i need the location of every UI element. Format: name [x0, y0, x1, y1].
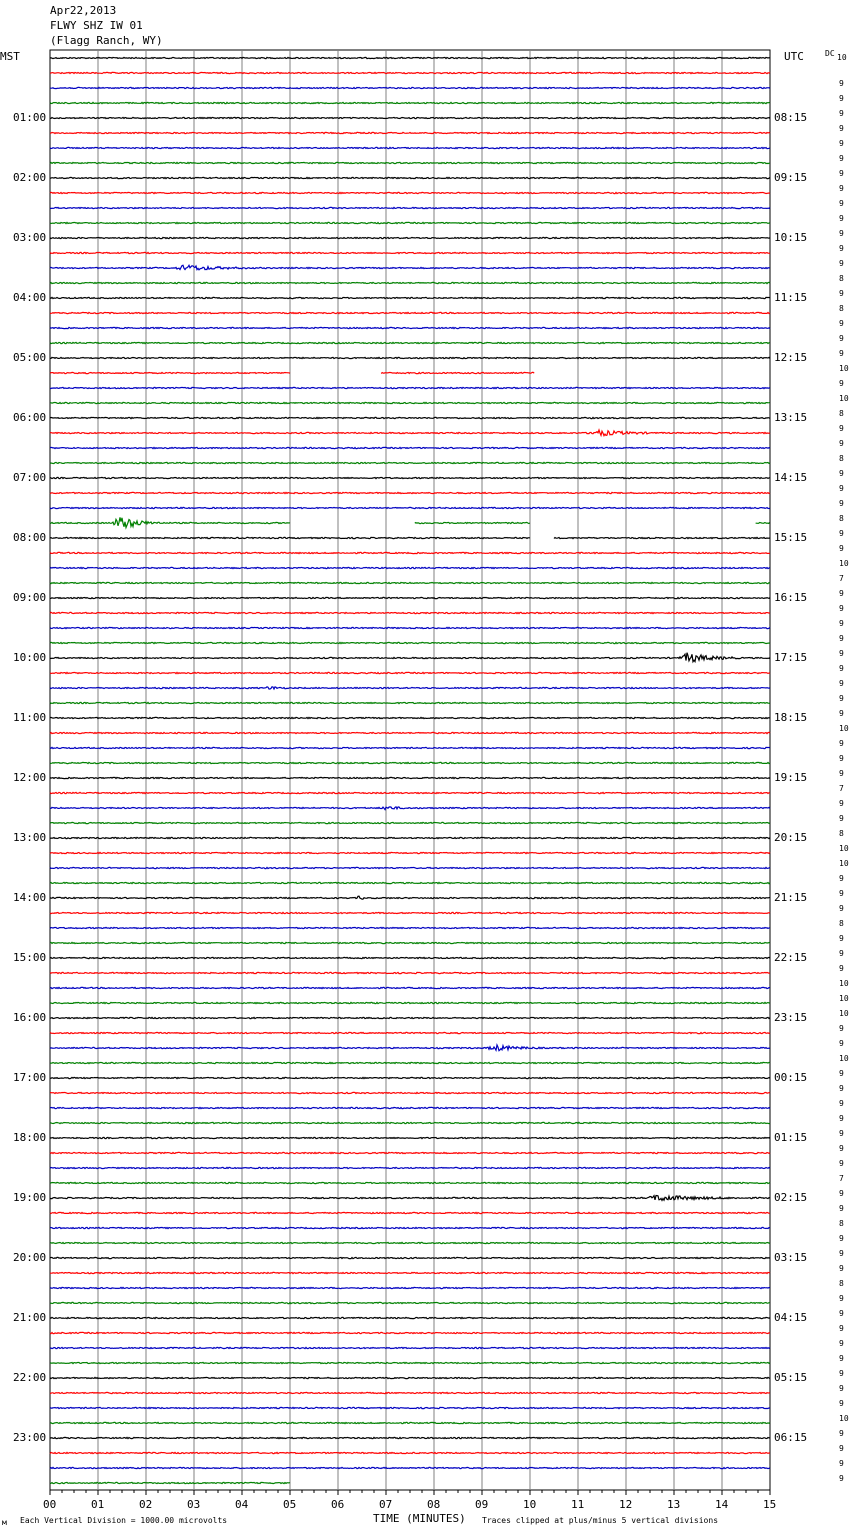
trace-line — [50, 1422, 770, 1423]
dc-value: 10 — [839, 1054, 849, 1063]
trace-line — [50, 72, 770, 73]
trace-line — [50, 1092, 770, 1093]
dc-value: 9 — [839, 1264, 844, 1273]
utc-hour-label: 16:15 — [774, 591, 808, 604]
trace-line — [415, 522, 530, 523]
dc-value: 9 — [839, 94, 844, 103]
x-tick-label: 00 — [43, 1498, 57, 1511]
trace-line — [50, 777, 770, 778]
utc-hour-label: 13:15 — [774, 411, 808, 424]
dc-value: 9 — [839, 1039, 844, 1048]
mst-hour-label: 18:00 — [13, 1131, 47, 1144]
dc-value: 9 — [839, 889, 844, 898]
trace-line — [50, 852, 770, 853]
trace-line — [50, 132, 770, 133]
utc-hour-label: 05:15 — [774, 1371, 808, 1384]
dc-value: 9 — [839, 244, 844, 253]
trace-line — [50, 822, 770, 823]
dc-first-value: 10 — [837, 53, 847, 62]
mst-hour-label: 19:00 — [13, 1191, 47, 1204]
trace-line — [50, 297, 770, 298]
trace-line — [50, 1002, 770, 1003]
x-tick-label: 04 — [235, 1498, 249, 1511]
trace-line — [50, 1407, 770, 1408]
dc-value: 7 — [839, 784, 844, 793]
dc-value: 9 — [839, 199, 844, 208]
dc-value: 9 — [839, 964, 844, 973]
utc-hour-label: 09:15 — [774, 171, 808, 184]
utc-hour-label: 03:15 — [774, 1251, 808, 1264]
dc-value: 9 — [839, 754, 844, 763]
trace-line — [50, 882, 770, 883]
trace-line — [50, 582, 770, 583]
dc-value: 9 — [839, 634, 844, 643]
utc-hour-label: 21:15 — [774, 891, 808, 904]
trace-line — [50, 717, 770, 718]
utc-hour-label: 22:15 — [774, 951, 808, 964]
x-tick-label: 10 — [523, 1498, 537, 1511]
dc-value: 9 — [839, 124, 844, 133]
trace-line — [50, 972, 770, 973]
mst-hour-label: 08:00 — [13, 531, 47, 544]
utc-hour-label: 12:15 — [774, 351, 808, 364]
trace-line — [50, 807, 770, 810]
dc-value: 9 — [839, 1294, 844, 1303]
mst-hour-label: 04:00 — [13, 291, 47, 304]
dc-value: 9 — [839, 184, 844, 193]
trace-line — [50, 387, 770, 388]
trace-line — [50, 1167, 770, 1168]
dc-value: 9 — [839, 739, 844, 748]
trace-line — [50, 837, 770, 838]
mst-hour-label: 05:00 — [13, 351, 47, 364]
mst-hour-label: 11:00 — [13, 711, 47, 724]
dc-value: 10 — [839, 994, 849, 1003]
x-tick-label: 14 — [715, 1498, 729, 1511]
dc-value: 10 — [839, 394, 849, 403]
trace-line — [50, 1196, 770, 1201]
dc-value: 7 — [839, 574, 844, 583]
dc-value: 9 — [839, 589, 844, 598]
dc-value: 9 — [839, 1204, 844, 1213]
trace-line — [50, 177, 770, 178]
trace-line — [50, 357, 770, 358]
trace-line — [50, 1452, 770, 1453]
trace-line — [50, 192, 770, 193]
x-tick-label: 12 — [619, 1498, 633, 1511]
dc-value: 9 — [839, 1099, 844, 1108]
dc-value: 9 — [839, 1144, 844, 1153]
dc-value: 10 — [839, 979, 849, 988]
trace-line — [50, 265, 770, 270]
dc-value: 9 — [839, 1114, 844, 1123]
dc-value: 9 — [839, 379, 844, 388]
trace-line — [50, 957, 770, 958]
dc-value: 9 — [839, 679, 844, 688]
dc-value: 9 — [839, 469, 844, 478]
x-tick-label: 11 — [571, 1498, 585, 1511]
dc-value: 9 — [839, 934, 844, 943]
dc-value: 8 — [839, 919, 844, 928]
mst-hour-label: 17:00 — [13, 1071, 47, 1084]
dc-value: 9 — [839, 1084, 844, 1093]
dc-value: 9 — [839, 139, 844, 148]
dc-value: 9 — [839, 769, 844, 778]
trace-line — [50, 1107, 770, 1108]
dc-value: 10 — [839, 844, 849, 853]
trace-line — [50, 1212, 770, 1213]
trace-line — [50, 1045, 770, 1051]
dc-value: 9 — [839, 619, 844, 628]
dc-value: 9 — [839, 874, 844, 883]
dc-value: 10 — [839, 559, 849, 568]
trace-line — [50, 57, 770, 58]
trace-line — [50, 702, 770, 703]
dc-value: 8 — [839, 1279, 844, 1288]
dc-value: 9 — [839, 484, 844, 493]
dc-value: 9 — [839, 544, 844, 553]
trace-line — [50, 1437, 770, 1438]
mst-hour-label: 13:00 — [13, 831, 47, 844]
trace-line — [756, 523, 770, 524]
mst-hour-label: 09:00 — [13, 591, 47, 604]
dc-value: 9 — [839, 79, 844, 88]
dc-value: 9 — [839, 349, 844, 358]
x-tick-label: 08 — [427, 1498, 441, 1511]
dc-value: 9 — [839, 1309, 844, 1318]
dc-value: 9 — [839, 709, 844, 718]
trace-line — [50, 222, 770, 223]
x-tick-label: 07 — [379, 1498, 393, 1511]
mst-hour-label: 07:00 — [13, 471, 47, 484]
x-tick-label: 13 — [667, 1498, 681, 1511]
trace-line — [50, 1077, 770, 1078]
trace-line — [50, 653, 770, 662]
dc-value: 9 — [839, 949, 844, 958]
dc-value: 9 — [839, 1159, 844, 1168]
mst-hour-label: 03:00 — [13, 231, 47, 244]
trace-line — [50, 1287, 770, 1288]
dc-value: 9 — [839, 439, 844, 448]
trace-line — [50, 1017, 770, 1018]
dc-value: 9 — [839, 154, 844, 163]
dc-value: 9 — [839, 1249, 844, 1258]
dc-value: 9 — [839, 1384, 844, 1393]
trace-line — [50, 747, 770, 748]
trace-line — [50, 417, 770, 418]
dc-value: 8 — [839, 274, 844, 283]
trace-line — [50, 1062, 770, 1063]
dc-value: 9 — [839, 529, 844, 538]
trace-line — [50, 477, 770, 478]
utc-axis-label: UTC — [784, 50, 804, 63]
trace-line — [50, 237, 770, 238]
trace-line — [50, 402, 770, 403]
location-label: (Flagg Ranch, WY) — [50, 34, 163, 47]
trace-line — [50, 942, 770, 943]
trace-line — [50, 162, 770, 163]
utc-hour-label: 10:15 — [774, 231, 808, 244]
mst-hour-label: 12:00 — [13, 771, 47, 784]
trace-line — [50, 672, 770, 673]
dc-value: 10 — [839, 1009, 849, 1018]
trace-line — [50, 492, 770, 493]
utc-hour-label: 15:15 — [774, 531, 808, 544]
trace-line — [50, 1317, 770, 1318]
trace-line — [50, 342, 770, 343]
trace-line — [50, 927, 770, 928]
trace-line — [50, 102, 770, 103]
dc-value: 9 — [839, 1129, 844, 1138]
trace-line — [50, 1032, 770, 1033]
trace-line — [50, 207, 770, 208]
utc-hour-label: 23:15 — [774, 1011, 808, 1024]
dc-value: 9 — [839, 814, 844, 823]
mst-axis-label: MST — [0, 50, 20, 63]
trace-line — [50, 312, 770, 313]
dc-value: 9 — [839, 1024, 844, 1033]
x-axis-title: TIME (MINUTES) — [373, 1512, 466, 1525]
utc-hour-label: 18:15 — [774, 711, 808, 724]
utc-hour-label: 08:15 — [774, 111, 808, 124]
trace-line — [50, 1377, 770, 1378]
trace-line — [50, 687, 770, 689]
trace-line — [50, 627, 770, 628]
utc-hour-label: 06:15 — [774, 1431, 808, 1444]
station-label: FLWY SHZ IW 01 — [50, 19, 143, 32]
dc-value: 8 — [839, 829, 844, 838]
trace-line — [50, 1227, 770, 1228]
dc-value: 8 — [839, 1219, 844, 1228]
trace-line — [50, 597, 770, 598]
x-tick-label: 09 — [475, 1498, 489, 1511]
trace-line — [50, 1302, 770, 1303]
trace-line — [50, 642, 770, 643]
trace-line — [50, 1482, 290, 1483]
dc-value: 9 — [839, 1234, 844, 1243]
mst-hour-label: 20:00 — [13, 1251, 47, 1264]
dc-value: 9 — [839, 289, 844, 298]
dc-value: 9 — [839, 424, 844, 433]
trace-line — [50, 1362, 770, 1363]
trace-line — [50, 552, 770, 553]
mst-hour-label: 22:00 — [13, 1371, 47, 1384]
mst-hour-label: 14:00 — [13, 891, 47, 904]
dc-value: 9 — [839, 604, 844, 613]
trace-line — [50, 1332, 770, 1333]
dc-value: 9 — [839, 334, 844, 343]
trace-line — [50, 1272, 770, 1273]
dc-value: 10 — [839, 364, 849, 373]
footer-left-note: Each Vertical Division = 1000.00 microvolts — [20, 1516, 228, 1525]
dc-value: 8 — [839, 514, 844, 523]
trace-line — [50, 462, 770, 463]
mst-hour-label: 01:00 — [13, 111, 47, 124]
trace-line — [50, 517, 290, 527]
dc-value: 9 — [839, 1339, 844, 1348]
dc-value: 8 — [839, 409, 844, 418]
dc-value: 8 — [839, 304, 844, 313]
x-tick-label: 02 — [139, 1498, 153, 1511]
trace-line — [50, 1122, 770, 1123]
trace-line — [50, 1467, 770, 1468]
trace-line — [50, 1257, 770, 1258]
mst-hour-label: 10:00 — [13, 651, 47, 664]
trace-line — [50, 867, 770, 868]
trace-line — [50, 1182, 770, 1183]
dc-value: 8 — [839, 454, 844, 463]
mst-hour-label: 06:00 — [13, 411, 47, 424]
dc-value: 7 — [839, 1174, 844, 1183]
utc-hour-label: 04:15 — [774, 1311, 808, 1324]
trace-line — [50, 1137, 770, 1138]
dc-value: 9 — [839, 259, 844, 268]
dc-value: 9 — [839, 649, 844, 658]
trace-line — [50, 372, 290, 373]
dc-value: 9 — [839, 1429, 844, 1438]
trace-line — [50, 896, 770, 899]
trace-line — [50, 762, 770, 763]
dc-value: 9 — [839, 1399, 844, 1408]
mst-hour-label: 16:00 — [13, 1011, 47, 1024]
trace-line — [50, 282, 770, 283]
trace-line — [50, 252, 770, 253]
trace-line — [50, 567, 770, 568]
x-tick-label: 06 — [331, 1498, 345, 1511]
utc-hour-label: 00:15 — [774, 1071, 808, 1084]
mst-hour-label: 15:00 — [13, 951, 47, 964]
utc-hour-label: 17:15 — [774, 651, 808, 664]
x-tick-label: 15 — [763, 1498, 777, 1511]
x-tick-label: 05 — [283, 1498, 297, 1511]
utc-hour-label: 14:15 — [774, 471, 808, 484]
dc-value: 9 — [839, 229, 844, 238]
utc-hour-label: 20:15 — [774, 831, 808, 844]
trace-line — [381, 372, 534, 373]
utc-hour-label: 19:15 — [774, 771, 808, 784]
dc-value: 9 — [839, 1459, 844, 1468]
mst-hour-label: 02:00 — [13, 171, 47, 184]
utc-hour-label: 11:15 — [774, 291, 808, 304]
date-label: Apr22,2013 — [50, 4, 117, 17]
trace-line — [50, 87, 770, 88]
trace-line — [50, 147, 770, 148]
trace-line — [50, 327, 770, 328]
dc-value: 9 — [839, 1324, 844, 1333]
trace-line — [50, 430, 770, 436]
dc-value: 9 — [839, 1189, 844, 1198]
trace-line — [50, 987, 770, 988]
dc-value: 9 — [839, 109, 844, 118]
dc-value: 9 — [839, 1369, 844, 1378]
trace-line — [554, 537, 770, 538]
x-tick-label: 03 — [187, 1498, 201, 1511]
marker-glyph: м — [2, 1518, 7, 1527]
dc-value: 9 — [839, 694, 844, 703]
dc-value: 10 — [839, 859, 849, 868]
dc-value: 9 — [839, 799, 844, 808]
dc-value: 9 — [839, 1069, 844, 1078]
trace-line — [50, 1392, 770, 1393]
trace-line — [50, 1242, 770, 1243]
dc-value: 9 — [839, 319, 844, 328]
trace-line — [50, 912, 770, 913]
dc-value: 9 — [839, 664, 844, 673]
trace-line — [50, 507, 770, 508]
dc-value: 9 — [839, 1444, 844, 1453]
dc-value: 10 — [839, 1414, 849, 1423]
trace-line — [50, 447, 770, 448]
trace-line — [50, 612, 770, 613]
dc-label: DC — [825, 49, 835, 58]
dc-value: 9 — [839, 904, 844, 913]
footer-right-note: Traces clipped at plus/minus 5 vertical divisions — [482, 1516, 719, 1525]
trace-line — [50, 1347, 770, 1348]
utc-hour-label: 02:15 — [774, 1191, 808, 1204]
dc-value: 9 — [839, 214, 844, 223]
dc-value: 9 — [839, 1354, 844, 1363]
trace-line — [50, 732, 770, 733]
mst-hour-label: 23:00 — [13, 1431, 47, 1444]
dc-value: 10 — [839, 724, 849, 733]
trace-line — [50, 117, 770, 118]
x-tick-label: 01 — [91, 1498, 105, 1511]
trace-line — [50, 792, 770, 793]
dc-value: 9 — [839, 1474, 844, 1483]
utc-hour-label: 01:15 — [774, 1131, 808, 1144]
dc-value: 9 — [839, 499, 844, 508]
dc-value: 9 — [839, 169, 844, 178]
trace-line — [50, 1152, 770, 1153]
mst-hour-label: 21:00 — [13, 1311, 47, 1324]
